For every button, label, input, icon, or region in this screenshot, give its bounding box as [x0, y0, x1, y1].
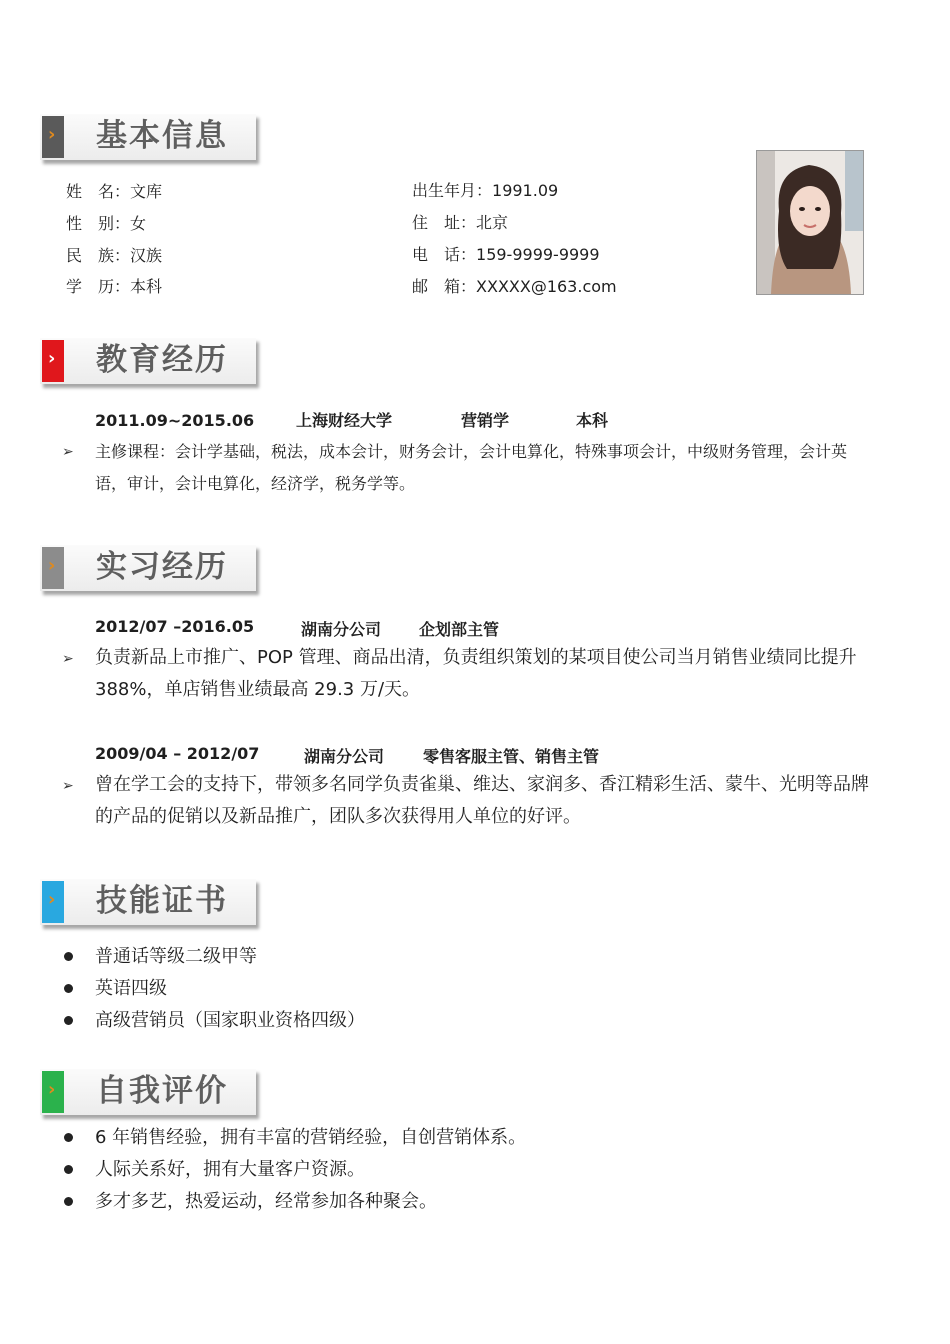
bullet-dot-icon [64, 1016, 73, 1025]
job-description: 负责新品上市推广、POP 管理、商品出清，负责组织策划的某项目使公司当月销售业绩同比提升 388%，单店销售业绩最高 29.3 万/天。 [95, 647, 857, 700]
bullet-dot-icon [64, 1197, 73, 1206]
info-email [412, 277, 617, 297]
edu-courses: 主修课程：会计学基础，税法，成本会计，财务会计，会计电算化，特殊事项会计，中级财务管理，会计英语，审计，会计电算化，经济学，税务学等。 [95, 442, 848, 493]
section-title: 技能证书 [96, 883, 228, 919]
chevron-right-icon: › [48, 348, 56, 369]
info-value: 1991.09 [492, 181, 559, 200]
job-description: 曾在学工会的支持下，带领多名同学负责雀巢、维达、家润多、香江精彩生活、蒙牛、光明等品牌的产品的促销以及新品推广，团队多次获得用人单位的好评。 [95, 774, 869, 827]
arrow-bullet-icon: ➢ [62, 651, 74, 667]
self-eval-item: 6 年销售经验，拥有丰富的营销经验，自创营销体系。 [95, 1127, 527, 1148]
info-name [66, 182, 162, 202]
info-value: 本科 [130, 277, 163, 296]
chevron-right-icon: › [48, 124, 56, 145]
chevron-right-icon: › [48, 889, 56, 910]
skill-item: 英语四级 [95, 978, 167, 999]
arrow-bullet-icon: ➢ [62, 778, 74, 794]
job-company: 湖南分公司 [304, 747, 385, 766]
bullet-dot-icon [64, 1133, 73, 1142]
bullet-dot-icon [64, 984, 73, 993]
info-label: 民 族： [66, 246, 131, 265]
job-period: 2012/07 –2016.05 [95, 617, 255, 636]
info-label: 性 别： [66, 214, 131, 233]
info-label: 学 历： [66, 277, 131, 296]
section-header-internship [40, 545, 256, 591]
self-eval-item: 多才多艺，热爱运动，经常参加各种聚会。 [95, 1191, 437, 1212]
info-phone [412, 245, 600, 265]
section-header-self-evaluation [40, 1069, 256, 1115]
portrait-image [757, 151, 863, 294]
info-value: 159-9999-9999 [476, 245, 600, 264]
info-value: 汉族 [130, 246, 163, 265]
section-header-education [40, 338, 256, 384]
chevron-right-icon: › [48, 555, 56, 576]
arrow-bullet-icon: ➢ [62, 444, 74, 460]
edu-school: 上海财经大学 [296, 411, 393, 430]
section-title: 教育经历 [96, 342, 228, 378]
info-education [66, 277, 162, 297]
bullet-dot-icon [64, 1165, 73, 1174]
section-header-skills [40, 879, 256, 925]
info-ethnic [66, 246, 162, 266]
job-company: 湖南分公司 [301, 620, 382, 639]
job-header-1 [0, 617, 950, 641]
section-title: 实习经历 [96, 549, 228, 585]
info-value: 女 [130, 214, 147, 233]
info-label: 出生年月： [412, 181, 493, 200]
info-value: 文库 [130, 182, 163, 201]
edu-degree: 本科 [576, 411, 609, 430]
job-header-2 [0, 744, 950, 768]
job-period: 2009/04 – 2012/07 [95, 744, 260, 763]
profile-photo [756, 150, 864, 295]
info-label: 住 址： [412, 213, 477, 232]
bullet-dot-icon [64, 952, 73, 961]
info-address [412, 213, 508, 233]
info-gender [66, 214, 146, 234]
edu-major: 营销学 [461, 411, 510, 430]
job-role: 零售客服主管、销售主管 [423, 747, 600, 766]
info-label: 电 话： [412, 245, 477, 264]
edu-period: 2011.09~2015.06 [95, 411, 255, 430]
info-birth [412, 181, 558, 201]
info-value: 北京 [476, 213, 509, 232]
info-label: 姓 名： [66, 182, 131, 201]
skill-item: 普通话等级二级甲等 [95, 946, 257, 967]
section-title: 基本信息 [96, 118, 228, 154]
skill-item: 高级营销员（国家职业资格四级） [95, 1010, 365, 1031]
chevron-right-icon: › [48, 1079, 56, 1100]
info-value: XXXXX@163.com [476, 277, 617, 296]
info-label: 邮 箱： [412, 277, 477, 296]
job-role: 企划部主管 [419, 620, 500, 639]
self-eval-item: 人际关系好，拥有大量客户资源。 [95, 1159, 365, 1180]
section-header-basic-info [40, 114, 256, 160]
section-title: 自我评价 [96, 1073, 228, 1109]
